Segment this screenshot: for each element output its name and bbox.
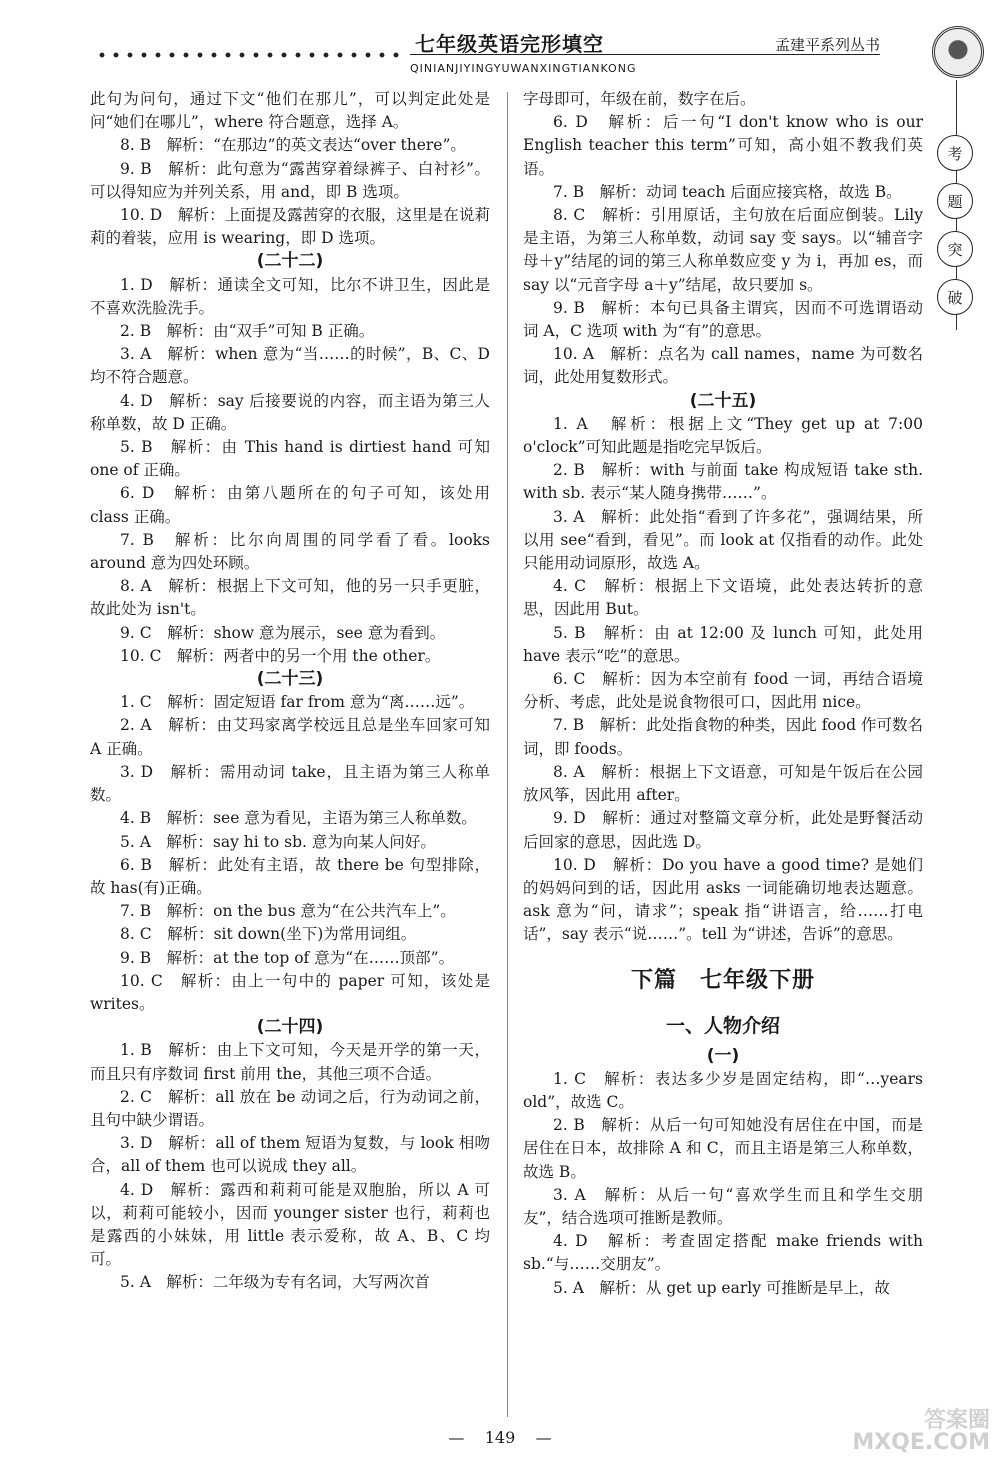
page-header	[0, 0, 1000, 88]
section-heading: (二十四)	[256, 1017, 324, 1038]
answer-item: 9. D 解析：通过对整篇文章分析，此处是野餐活动后回家的意思，因此选 D。	[523, 809, 923, 851]
continued-text: 字母即可，年级在前，数字在后。	[523, 90, 756, 108]
answer-item: 10. C 解析：由上一句中的 paper 可知，该处是 writes。	[90, 971, 490, 1013]
side-badges	[937, 135, 977, 327]
continued-text: 此句为问句，通过下文“他们在那儿”，可以判定此处是问“她们在哪儿”，where 符合题意，选择 A。	[90, 90, 490, 132]
answer-item: 6. D 解析：由第八题所在的句子可知，该处用 class 正确。	[90, 484, 490, 526]
answer-item: 8. A 解析：根据上下文可知，他的另一只手更脏，故此处为 isn't。	[90, 577, 490, 619]
answer-item: 2. A 解析：由艾玛家离学校远且总是坐车回家可知 A 正确。	[90, 716, 490, 758]
answer-item: 4. B 解析：see 意为看见，主语为第三人称单数。	[120, 809, 477, 828]
answer-item: 2. B 解析：从后一句可知她没有居住在中国，而是居住在日本，故排除 A 和 C，而且主语是第三人称单数，故选 B。	[523, 1116, 923, 1181]
answer-item: 7. B 解析：on the bus 意为“在公共汽车上”。	[120, 902, 456, 921]
answer-item: 6. D 解析：后一句“I don't know who is our English teacher this term”可知，高小姐不教我们英语。	[523, 113, 923, 178]
column-divider	[507, 92, 508, 1417]
answer-item: 3. D 解析：需用动词 take，且主语为第三人称单数。	[90, 762, 490, 805]
answer-item: 9. C 解析：show 意为展示，see 意为看到。	[120, 623, 446, 642]
answer-item: 8. B 解析：“在那边”的英文表达“over there”。	[120, 136, 466, 155]
answer-item: 9. B 解析：此句意为“露茜穿着绿裤子、白衬衫”。可以得知应为并列关系，用 and，即 B 选项。	[90, 159, 490, 201]
series-name: 孟建平系列丛书	[775, 36, 881, 54]
badge-kao: 考	[937, 135, 973, 171]
watermark-line-1: 答案圈	[923, 1408, 990, 1433]
answer-item: 7. B 解析：动词 teach 后面应接宾格，故选 B。	[553, 182, 902, 201]
answer-item: 4. D 解析：露西和莉莉可能是双胞胎，所以 A 可以，莉莉可能较小，因而 younger sister 也行，莉莉也是露西的小妹妹，用 little 表示爱称，故 A、B、C 均可。	[90, 1180, 490, 1269]
answer-item: 3. A 解析：从后一句“喜欢学生而且和学生交朋友”，结合选项可推断是教师。	[523, 1185, 923, 1227]
answer-item: 2. C 解析：all 放在 be 动词之后，行为动词之前，且句中缺少谓语。	[90, 1087, 490, 1129]
answer-item: 5. B 解析：由 at 12:00 及 lunch 可知，此处用 have 表示“吃”的意思。	[523, 623, 923, 665]
answer-item: 6. B 解析：此处有主语，故 there be 句型排除，故 has(有)正确。	[90, 855, 490, 897]
answer-item: 1. D 解析：通读全文可知，比尔不讲卫生，因此是不喜欢洗脸洗手。	[90, 275, 490, 317]
answer-item: 5. A 解析：从 get up early 可推断是早上，故	[553, 1278, 890, 1297]
section-heading: (二十五)	[689, 390, 757, 411]
unit-title: 一、人物介绍	[665, 1014, 780, 1037]
answer-item: 7. B 解析：比尔向周围的同学看了看。looks around 意为四处环顾。	[90, 530, 490, 573]
answer-item: 4. C 解析：根据上下文语境，此处表达转折的意思，因此用 But。	[523, 577, 923, 619]
watermark	[840, 1410, 990, 1460]
header-dotted-rule	[95, 50, 405, 60]
answer-item: 3. D 解析：all of them 短语为复数，与 look 相吻合，all of them 也可以说成 they all。	[90, 1134, 490, 1176]
section-heading: (一)	[706, 1045, 740, 1066]
badge-po: 破	[937, 279, 973, 315]
answer-item: 1. C 解析：固定短语 far from 意为“离……远”。	[120, 693, 475, 712]
answer-item: 1. B 解析：由上下文可知，今天是开学的第一天，而且只有序数词 first 前用 the，其他三项不合适。	[90, 1041, 490, 1083]
answer-item: 8. A 解析：根据上下文语意，可知是午饭后在公园放风筝，因此用 after。	[523, 762, 923, 805]
answer-item: 7. B 解析：此处指食物的种类，因此 food 作可数名词，即 foods。	[523, 716, 923, 758]
badge-tu: 突	[937, 231, 973, 267]
page-number: 149	[484, 1428, 516, 1447]
answer-item: 3. A 解析：when 意为“当……的时候”，B、C、D 均不符合题意。	[90, 345, 490, 387]
answer-item: 5. A 解析：say hi to sb. 意为向某人问好。	[120, 832, 436, 851]
answer-item: 5. B 解析：由 This hand is dirtiest hand 可知 one of 正确。	[90, 438, 490, 480]
left-column	[90, 88, 490, 1295]
book-title-pinyin: QINIANJIYINGYUWANXINGTIANKONG	[410, 62, 637, 75]
answer-item: 10. C 解析：两者中的另一个用 the other。	[120, 646, 441, 665]
answer-item: 1. A 解析：根据上文“They get up at 7:00 o'clock”可知此题是指吃完早饭后。	[523, 414, 923, 457]
publisher-logo-icon	[932, 26, 984, 78]
answer-item: 10. D 解析：上面提及露茜穿的衣服，这里是在说莉莉的着装，应用 is wearing，即 D 选项。	[90, 206, 490, 248]
badge-ti: 题	[937, 183, 973, 219]
answer-item: 8. C 解析：引用原话，主句放在后面应倒装。Lily 是主语，为第三人称单数，动词 say 变 says。以“辅音字母＋y”结尾的词的第三人称单数应变 y 为 i，再加 es，而 say 以“元音字母 a＋y”结尾，故只要加 s。	[523, 206, 923, 294]
answer-item: 10. A 解析：点名为 call names，name 为可数名词，此处用复数形式。	[523, 345, 923, 387]
answer-item: 2. B 解析：由“双手”可知 B 正确。	[120, 322, 375, 341]
answer-item: 10. D 解析：Do you have a good time? 是她们的妈妈问到的话，因此用 asks 一词能确切地表达题意。ask 意为“问，请求”；speak 指“讲语言，给……打电话”，say 表示“说……”。tell 为“讲述，告诉”的意思。	[523, 855, 923, 944]
section-heading: (二十二)	[256, 251, 324, 272]
answer-item: 9. B 解析：at the top of 意为“在……顶部”。	[120, 948, 455, 967]
section-heading: (二十三)	[256, 669, 324, 690]
footer-dash-left: —	[448, 1428, 465, 1447]
answer-item: 1. C 解析：表达多少岁是固定结构，即“…years old”，故选 C。	[523, 1069, 923, 1111]
answer-item: 9. B 解析：本句已具备主谓宾，因而不可选谓语动词 A，C 选项 with 为“有”的意思。	[523, 298, 923, 341]
footer-dash-right: —	[535, 1428, 552, 1447]
watermark-line-2: MXQE.COM	[852, 1430, 990, 1455]
answer-item: 6. C 解析：因为本空前有 food 一词，再结合语境分析、考虑，此处是说食物很可口，因此用 nice。	[523, 670, 923, 712]
answer-item: 3. A 解析：此处指“看到了许多花”，强调结果，所以用 see“看到，看见”。而 look at 仅指看的动作。此处只能用动词原形，故选 A。	[523, 507, 923, 573]
right-column	[523, 88, 923, 1300]
answer-item: 4. D 解析：say 后接要说的内容，而主语为第三人称单数，故 D 正确。	[90, 391, 490, 433]
answer-item: 4. D 解析：考查固定搭配 make friends with sb.“与……交朋友”。	[523, 1232, 923, 1274]
answer-item: 5. A 解析：二年级为专有名词，大写两次首	[120, 1273, 430, 1292]
answer-item: 8. C 解析：sit down(坐下)为常用词组。	[120, 925, 417, 944]
book-title: 七年级英语完形填空	[415, 32, 604, 56]
part-title: 下篇 七年级下册	[630, 967, 815, 993]
answer-item: 2. B 解析：with 与前面 take 构成短语 take sth. with sb. 表示“某人随身携带……”。	[523, 461, 923, 503]
